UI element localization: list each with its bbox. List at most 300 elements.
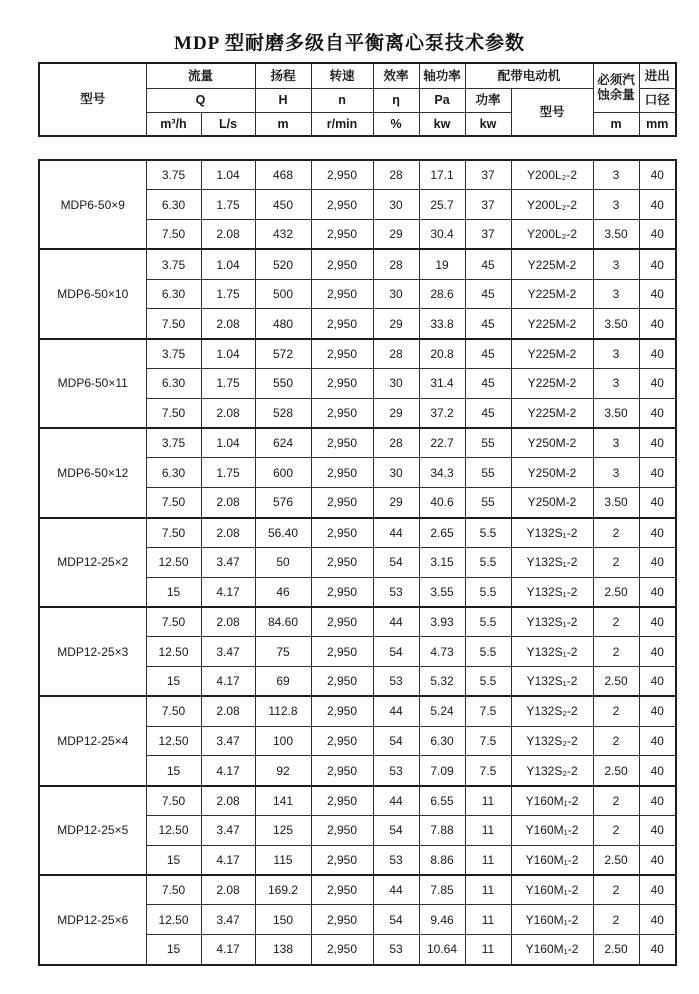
data-cell-head_m: 50 — [255, 547, 311, 577]
data-cell-flow_m3h: 12.50 — [146, 816, 201, 846]
data-cell-flow_m3h: 7.50 — [146, 398, 201, 428]
data-cell-flow_m3h: 12.50 — [146, 547, 201, 577]
data-cell-port_mm: 40 — [639, 637, 676, 667]
data-cell-speed_rmin: 2,950 — [311, 160, 373, 190]
col-header-motor-power: 功率 — [465, 88, 511, 112]
data-cell-port_mm: 40 — [639, 518, 676, 548]
col-symbol-flow: Q — [146, 88, 255, 112]
data-cell-shaft_power_kw: 3.15 — [419, 547, 465, 577]
data-cell-flow_m3h: 12.50 — [146, 637, 201, 667]
data-cell-motor_power_kw: 5.5 — [465, 667, 511, 697]
data-cell-flow_ls: 4.17 — [201, 756, 255, 786]
data-cell-flow_m3h: 7.50 — [146, 607, 201, 637]
data-cell-port_mm: 40 — [639, 786, 676, 816]
data-cell-flow_ls: 1.04 — [201, 249, 255, 279]
pump-model-cell: MDP12-25×3 — [39, 607, 146, 696]
data-cell-flow_m3h: 7.50 — [146, 786, 201, 816]
pump-model-cell: MDP12-25×4 — [39, 696, 146, 785]
data-cell-npsh_m: 3 — [593, 339, 639, 369]
data-cell-head_m: 468 — [255, 160, 311, 190]
data-cell-efficiency_pct: 44 — [373, 607, 419, 637]
data-cell-npsh_m: 3.50 — [593, 488, 639, 518]
data-cell-efficiency_pct: 29 — [373, 309, 419, 339]
data-cell-flow_m3h: 7.50 — [146, 696, 201, 726]
data-cell-motor_power_kw: 45 — [465, 339, 511, 369]
data-cell-flow_ls: 1.75 — [201, 369, 255, 399]
data-cell-shaft_power_kw: 33.8 — [419, 309, 465, 339]
data-cell-speed_rmin: 2,950 — [311, 786, 373, 816]
data-cell-port_mm: 40 — [639, 369, 676, 399]
data-cell-shaft_power_kw: 2.65 — [419, 518, 465, 548]
data-cell-port_mm: 40 — [639, 279, 676, 309]
pump-model-cell: MDP6-50×9 — [39, 160, 146, 249]
data-cell-speed_rmin: 2,950 — [311, 696, 373, 726]
data-cell-motor_power_kw: 37 — [465, 190, 511, 220]
data-cell-flow_m3h: 3.75 — [146, 249, 201, 279]
data-cell-flow_ls: 2.08 — [201, 696, 255, 726]
data-cell-flow_m3h: 15 — [146, 756, 201, 786]
col-unit-flow-m3h: m³/h — [146, 112, 201, 136]
data-cell-npsh_m: 3.50 — [593, 398, 639, 428]
data-cell-port_mm: 40 — [639, 816, 676, 846]
data-cell-efficiency_pct: 53 — [373, 935, 419, 965]
data-cell-npsh_m: 2 — [593, 905, 639, 935]
data-cell-motor_model: Y225M-2 — [511, 249, 593, 279]
data-cell-shaft_power_kw: 37.2 — [419, 398, 465, 428]
data-cell-efficiency_pct: 29 — [373, 220, 419, 250]
data-cell-efficiency_pct: 28 — [373, 160, 419, 190]
data-cell-efficiency_pct: 54 — [373, 816, 419, 846]
data-cell-speed_rmin: 2,950 — [311, 935, 373, 965]
col-symbol-head: H — [255, 88, 311, 112]
data-cell-motor_power_kw: 7.5 — [465, 726, 511, 756]
col-unit-efficiency: % — [373, 112, 419, 136]
data-cell-motor_power_kw: 11 — [465, 786, 511, 816]
data-cell-head_m: 500 — [255, 279, 311, 309]
data-cell-motor_model: Y132S₁-2 — [511, 547, 593, 577]
data-cell-port_mm: 40 — [639, 845, 676, 875]
data-cell-npsh_m: 3 — [593, 458, 639, 488]
data-cell-motor_model: Y132S₂-2 — [511, 696, 593, 726]
data-cell-speed_rmin: 2,950 — [311, 726, 373, 756]
data-cell-flow_m3h: 7.50 — [146, 309, 201, 339]
col-header-shaft-power: 轴功率 — [419, 63, 465, 88]
data-cell-npsh_m: 2.50 — [593, 577, 639, 607]
data-cell-head_m: 125 — [255, 816, 311, 846]
data-cell-efficiency_pct: 44 — [373, 875, 419, 905]
data-cell-head_m: 520 — [255, 249, 311, 279]
data-cell-npsh_m: 3 — [593, 190, 639, 220]
data-cell-motor_power_kw: 37 — [465, 160, 511, 190]
data-cell-shaft_power_kw: 40.6 — [419, 488, 465, 518]
data-cell-head_m: 84.60 — [255, 607, 311, 637]
data-cell-head_m: 169.2 — [255, 875, 311, 905]
data-cell-head_m: 46 — [255, 577, 311, 607]
data-cell-npsh_m: 2 — [593, 875, 639, 905]
data-cell-npsh_m: 2.50 — [593, 845, 639, 875]
data-cell-motor_power_kw: 45 — [465, 309, 511, 339]
data-cell-motor_model: Y132S₂-2 — [511, 726, 593, 756]
table-row — [39, 696, 676, 726]
table-row — [39, 518, 676, 548]
data-cell-head_m: 115 — [255, 845, 311, 875]
data-cell-efficiency_pct: 28 — [373, 428, 419, 458]
data-cell-speed_rmin: 2,950 — [311, 279, 373, 309]
data-cell-speed_rmin: 2,950 — [311, 577, 373, 607]
col-symbol-shaft-power: Pa — [419, 88, 465, 112]
data-cell-speed_rmin: 2,950 — [311, 845, 373, 875]
data-cell-shaft_power_kw: 7.88 — [419, 816, 465, 846]
col-header-port-line2: 口径 — [639, 88, 676, 112]
col-header-efficiency: 效率 — [373, 63, 419, 88]
data-cell-speed_rmin: 2,950 — [311, 488, 373, 518]
col-unit-head: m — [255, 112, 311, 136]
data-cell-motor_model: Y132S₁-2 — [511, 518, 593, 548]
data-cell-efficiency_pct: 53 — [373, 756, 419, 786]
data-cell-head_m: 432 — [255, 220, 311, 250]
data-cell-shaft_power_kw: 8.86 — [419, 845, 465, 875]
data-cell-npsh_m: 3 — [593, 279, 639, 309]
data-cell-head_m: 75 — [255, 637, 311, 667]
table-row — [39, 428, 676, 458]
data-cell-shaft_power_kw: 6.30 — [419, 726, 465, 756]
data-cell-motor_power_kw: 5.5 — [465, 577, 511, 607]
data-cell-head_m: 92 — [255, 756, 311, 786]
col-header-head: 扬程 — [255, 63, 311, 88]
spec-body-table — [38, 159, 677, 966]
data-cell-flow_m3h: 12.50 — [146, 905, 201, 935]
data-cell-motor_power_kw: 45 — [465, 279, 511, 309]
data-cell-efficiency_pct: 29 — [373, 398, 419, 428]
data-cell-speed_rmin: 2,950 — [311, 249, 373, 279]
data-cell-flow_m3h: 6.30 — [146, 190, 201, 220]
data-cell-npsh_m: 3 — [593, 249, 639, 279]
data-cell-flow_m3h: 7.50 — [146, 488, 201, 518]
data-cell-flow_m3h: 15 — [146, 845, 201, 875]
data-cell-head_m: 56.40 — [255, 518, 311, 548]
data-cell-shaft_power_kw: 5.32 — [419, 667, 465, 697]
data-cell-flow_ls: 1.75 — [201, 279, 255, 309]
spec-header-table — [38, 62, 677, 137]
data-cell-motor_power_kw: 5.5 — [465, 637, 511, 667]
data-cell-flow_ls: 4.17 — [201, 577, 255, 607]
data-cell-port_mm: 40 — [639, 607, 676, 637]
data-cell-shaft_power_kw: 31.4 — [419, 369, 465, 399]
data-cell-efficiency_pct: 29 — [373, 488, 419, 518]
data-cell-port_mm: 40 — [639, 726, 676, 756]
data-cell-port_mm: 40 — [639, 875, 676, 905]
data-cell-npsh_m: 2 — [593, 726, 639, 756]
data-cell-shaft_power_kw: 7.09 — [419, 756, 465, 786]
data-cell-efficiency_pct: 30 — [373, 458, 419, 488]
data-cell-flow_ls: 1.04 — [201, 428, 255, 458]
data-cell-head_m: 450 — [255, 190, 311, 220]
col-unit-speed: r/min — [311, 112, 373, 136]
data-cell-speed_rmin: 2,950 — [311, 905, 373, 935]
data-cell-flow_ls: 4.17 — [201, 935, 255, 965]
table-row — [39, 875, 676, 905]
data-cell-head_m: 624 — [255, 428, 311, 458]
data-cell-head_m: 550 — [255, 369, 311, 399]
data-cell-head_m: 141 — [255, 786, 311, 816]
data-cell-motor_model: Y250M-2 — [511, 488, 593, 518]
page-title: MDP 型耐磨多级自平衡离心泵技术参数 — [174, 33, 525, 54]
data-cell-efficiency_pct: 30 — [373, 369, 419, 399]
data-cell-efficiency_pct: 28 — [373, 339, 419, 369]
data-cell-flow_ls: 1.04 — [201, 339, 255, 369]
data-cell-speed_rmin: 2,950 — [311, 190, 373, 220]
data-cell-speed_rmin: 2,950 — [311, 518, 373, 548]
data-cell-flow_ls: 3.47 — [201, 726, 255, 756]
pump-model-cell: MDP12-25×5 — [39, 786, 146, 875]
data-cell-efficiency_pct: 44 — [373, 696, 419, 726]
data-cell-shaft_power_kw: 3.55 — [419, 577, 465, 607]
data-cell-flow_m3h: 3.75 — [146, 160, 201, 190]
data-cell-speed_rmin: 2,950 — [311, 398, 373, 428]
data-cell-speed_rmin: 2,950 — [311, 458, 373, 488]
data-cell-port_mm: 40 — [639, 398, 676, 428]
data-cell-npsh_m: 3 — [593, 369, 639, 399]
spec-tables — [38, 62, 675, 966]
data-cell-head_m: 69 — [255, 667, 311, 697]
col-unit-flow-ls: L/s — [201, 112, 255, 136]
data-cell-flow_m3h: 7.50 — [146, 518, 201, 548]
data-cell-head_m: 150 — [255, 905, 311, 935]
data-cell-shaft_power_kw: 28.6 — [419, 279, 465, 309]
data-cell-port_mm: 40 — [639, 339, 676, 369]
data-cell-npsh_m: 2.50 — [593, 756, 639, 786]
data-cell-motor_power_kw: 11 — [465, 905, 511, 935]
data-cell-npsh_m: 2.50 — [593, 935, 639, 965]
data-cell-shaft_power_kw: 20.8 — [419, 339, 465, 369]
data-cell-motor_model: Y250M-2 — [511, 428, 593, 458]
data-cell-port_mm: 40 — [639, 428, 676, 458]
data-cell-motor_power_kw: 45 — [465, 369, 511, 399]
data-cell-motor_model: Y225M-2 — [511, 279, 593, 309]
col-symbol-speed: n — [311, 88, 373, 112]
data-cell-npsh_m: 2 — [593, 637, 639, 667]
data-cell-flow_m3h: 7.50 — [146, 875, 201, 905]
data-cell-motor_power_kw: 7.5 — [465, 696, 511, 726]
data-cell-port_mm: 40 — [639, 220, 676, 250]
data-cell-motor_power_kw: 5.5 — [465, 547, 511, 577]
data-cell-motor_power_kw: 45 — [465, 398, 511, 428]
data-cell-motor_model: Y225M-2 — [511, 369, 593, 399]
data-cell-shaft_power_kw: 5.24 — [419, 696, 465, 726]
data-cell-motor_power_kw: 45 — [465, 249, 511, 279]
data-cell-speed_rmin: 2,950 — [311, 339, 373, 369]
data-cell-flow_ls: 2.08 — [201, 309, 255, 339]
data-cell-npsh_m: 2 — [593, 607, 639, 637]
data-cell-speed_rmin: 2,950 — [311, 220, 373, 250]
data-cell-npsh_m: 3.50 — [593, 220, 639, 250]
data-cell-motor_power_kw: 55 — [465, 458, 511, 488]
data-cell-head_m: 600 — [255, 458, 311, 488]
data-cell-flow_m3h: 3.75 — [146, 339, 201, 369]
data-cell-efficiency_pct: 30 — [373, 279, 419, 309]
data-cell-motor_model: Y200L₂-2 — [511, 220, 593, 250]
data-cell-npsh_m: 2.50 — [593, 667, 639, 697]
data-cell-head_m: 100 — [255, 726, 311, 756]
data-cell-flow_ls: 1.04 — [201, 160, 255, 190]
col-unit-port: mm — [639, 112, 676, 136]
data-cell-motor_model: Y132S₂-2 — [511, 756, 593, 786]
data-cell-head_m: 528 — [255, 398, 311, 428]
col-header-speed: 转速 — [311, 63, 373, 88]
data-cell-motor_power_kw: 11 — [465, 875, 511, 905]
data-cell-motor_model: Y160M₁-2 — [511, 786, 593, 816]
col-header-pump-model: 型号 — [39, 63, 146, 136]
data-cell-motor_model: Y160M₁-2 — [511, 935, 593, 965]
data-cell-speed_rmin: 2,950 — [311, 309, 373, 339]
data-cell-flow_m3h: 12.50 — [146, 726, 201, 756]
data-cell-flow_m3h: 15 — [146, 667, 201, 697]
data-cell-flow_ls: 1.75 — [201, 190, 255, 220]
data-cell-speed_rmin: 2,950 — [311, 875, 373, 905]
pump-model-cell: MDP6-50×10 — [39, 249, 146, 338]
data-cell-npsh_m: 3.50 — [593, 309, 639, 339]
data-cell-npsh_m: 3 — [593, 428, 639, 458]
data-cell-efficiency_pct: 44 — [373, 518, 419, 548]
data-cell-motor_model: Y200L₂-2 — [511, 190, 593, 220]
data-cell-speed_rmin: 2,950 — [311, 637, 373, 667]
data-cell-efficiency_pct: 54 — [373, 905, 419, 935]
data-cell-npsh_m: 2 — [593, 547, 639, 577]
col-unit-shaft-power: kw — [419, 112, 465, 136]
data-cell-motor_model: Y160M₁-2 — [511, 875, 593, 905]
data-cell-efficiency_pct: 53 — [373, 667, 419, 697]
data-cell-npsh_m: 2 — [593, 786, 639, 816]
data-cell-efficiency_pct: 54 — [373, 726, 419, 756]
col-header-port-line1: 进出 — [639, 63, 676, 88]
data-cell-shaft_power_kw: 10.64 — [419, 935, 465, 965]
data-cell-efficiency_pct: 30 — [373, 190, 419, 220]
data-cell-shaft_power_kw: 4.73 — [419, 637, 465, 667]
data-cell-head_m: 572 — [255, 339, 311, 369]
data-cell-motor_model: Y132S₁-2 — [511, 577, 593, 607]
data-cell-port_mm: 40 — [639, 756, 676, 786]
data-cell-port_mm: 40 — [639, 577, 676, 607]
data-cell-flow_ls: 2.08 — [201, 488, 255, 518]
pump-model-cell: MDP12-25×2 — [39, 518, 146, 607]
data-cell-shaft_power_kw: 19 — [419, 249, 465, 279]
data-cell-head_m: 480 — [255, 309, 311, 339]
data-cell-motor_model: Y200L₂-2 — [511, 160, 593, 190]
data-cell-shaft_power_kw: 22.7 — [419, 428, 465, 458]
data-cell-flow_m3h: 6.30 — [146, 369, 201, 399]
data-cell-port_mm: 40 — [639, 458, 676, 488]
table-row — [39, 607, 676, 637]
data-cell-motor_power_kw: 55 — [465, 428, 511, 458]
data-cell-port_mm: 40 — [639, 488, 676, 518]
data-cell-speed_rmin: 2,950 — [311, 667, 373, 697]
col-unit-npsh: m — [593, 112, 639, 136]
data-cell-flow_ls: 2.08 — [201, 398, 255, 428]
data-cell-flow_ls: 3.47 — [201, 816, 255, 846]
data-cell-flow_ls: 4.17 — [201, 845, 255, 875]
data-cell-port_mm: 40 — [639, 905, 676, 935]
data-cell-port_mm: 40 — [639, 309, 676, 339]
data-cell-flow_m3h: 6.30 — [146, 279, 201, 309]
data-cell-motor_power_kw: 11 — [465, 816, 511, 846]
data-cell-port_mm: 40 — [639, 249, 676, 279]
pump-table-body — [39, 160, 676, 965]
col-header-motor: 配带电动机 — [465, 63, 593, 88]
pump-model-cell: MDP6-50×12 — [39, 428, 146, 517]
data-cell-flow_ls: 2.08 — [201, 518, 255, 548]
data-cell-efficiency_pct: 54 — [373, 547, 419, 577]
data-cell-flow_m3h: 7.50 — [146, 220, 201, 250]
data-cell-port_mm: 40 — [639, 696, 676, 726]
data-cell-speed_rmin: 2,950 — [311, 547, 373, 577]
data-cell-efficiency_pct: 53 — [373, 577, 419, 607]
data-cell-port_mm: 40 — [639, 667, 676, 697]
data-cell-motor_power_kw: 11 — [465, 845, 511, 875]
data-cell-motor_power_kw: 7.5 — [465, 756, 511, 786]
data-cell-motor_power_kw: 11 — [465, 935, 511, 965]
data-cell-efficiency_pct: 54 — [373, 637, 419, 667]
data-cell-npsh_m: 2 — [593, 696, 639, 726]
data-cell-shaft_power_kw: 6.55 — [419, 786, 465, 816]
data-cell-motor_model: Y132S₁-2 — [511, 607, 593, 637]
data-cell-flow_ls: 1.75 — [201, 458, 255, 488]
data-cell-head_m: 112.8 — [255, 696, 311, 726]
data-cell-flow_m3h: 3.75 — [146, 428, 201, 458]
data-cell-motor_power_kw: 55 — [465, 488, 511, 518]
data-cell-motor_model: Y225M-2 — [511, 398, 593, 428]
pump-model-cell: MDP6-50×11 — [39, 339, 146, 428]
data-cell-flow_ls: 3.47 — [201, 547, 255, 577]
data-cell-efficiency_pct: 44 — [373, 786, 419, 816]
col-header-motor-model: 型号 — [511, 88, 593, 136]
data-cell-speed_rmin: 2,950 — [311, 428, 373, 458]
data-cell-motor_model: Y225M-2 — [511, 309, 593, 339]
data-cell-shaft_power_kw: 7.85 — [419, 875, 465, 905]
data-cell-motor_power_kw: 5.5 — [465, 607, 511, 637]
data-cell-motor_model: Y250M-2 — [511, 458, 593, 488]
data-cell-motor_power_kw: 5.5 — [465, 518, 511, 548]
data-cell-efficiency_pct: 28 — [373, 249, 419, 279]
data-cell-shaft_power_kw: 25.7 — [419, 190, 465, 220]
data-cell-motor_model: Y160M₁-2 — [511, 845, 593, 875]
data-cell-flow_ls: 2.08 — [201, 220, 255, 250]
data-cell-shaft_power_kw: 17.1 — [419, 160, 465, 190]
data-cell-flow_m3h: 6.30 — [146, 458, 201, 488]
data-cell-motor_model: Y225M-2 — [511, 339, 593, 369]
data-cell-flow_m3h: 15 — [146, 935, 201, 965]
data-cell-flow_ls: 2.08 — [201, 607, 255, 637]
pump-model-cell: MDP12-25×6 — [39, 875, 146, 964]
data-cell-head_m: 138 — [255, 935, 311, 965]
col-unit-motor-power: kw — [465, 112, 511, 136]
col-symbol-efficiency: η — [373, 88, 419, 112]
data-cell-shaft_power_kw: 30.4 — [419, 220, 465, 250]
table-row — [39, 786, 676, 816]
data-cell-speed_rmin: 2,950 — [311, 816, 373, 846]
table-row — [39, 160, 676, 190]
data-cell-npsh_m: 3 — [593, 160, 639, 190]
data-cell-port_mm: 40 — [639, 935, 676, 965]
col-header-npsh: 必须汽蚀余量 — [593, 63, 639, 112]
data-cell-shaft_power_kw: 9.46 — [419, 905, 465, 935]
data-cell-shaft_power_kw: 34.3 — [419, 458, 465, 488]
data-cell-flow_ls: 4.17 — [201, 667, 255, 697]
data-cell-speed_rmin: 2,950 — [311, 607, 373, 637]
data-cell-motor_model: Y132S₁-2 — [511, 667, 593, 697]
data-cell-flow_m3h: 15 — [146, 577, 201, 607]
data-cell-shaft_power_kw: 3.93 — [419, 607, 465, 637]
data-cell-flow_ls: 3.47 — [201, 905, 255, 935]
